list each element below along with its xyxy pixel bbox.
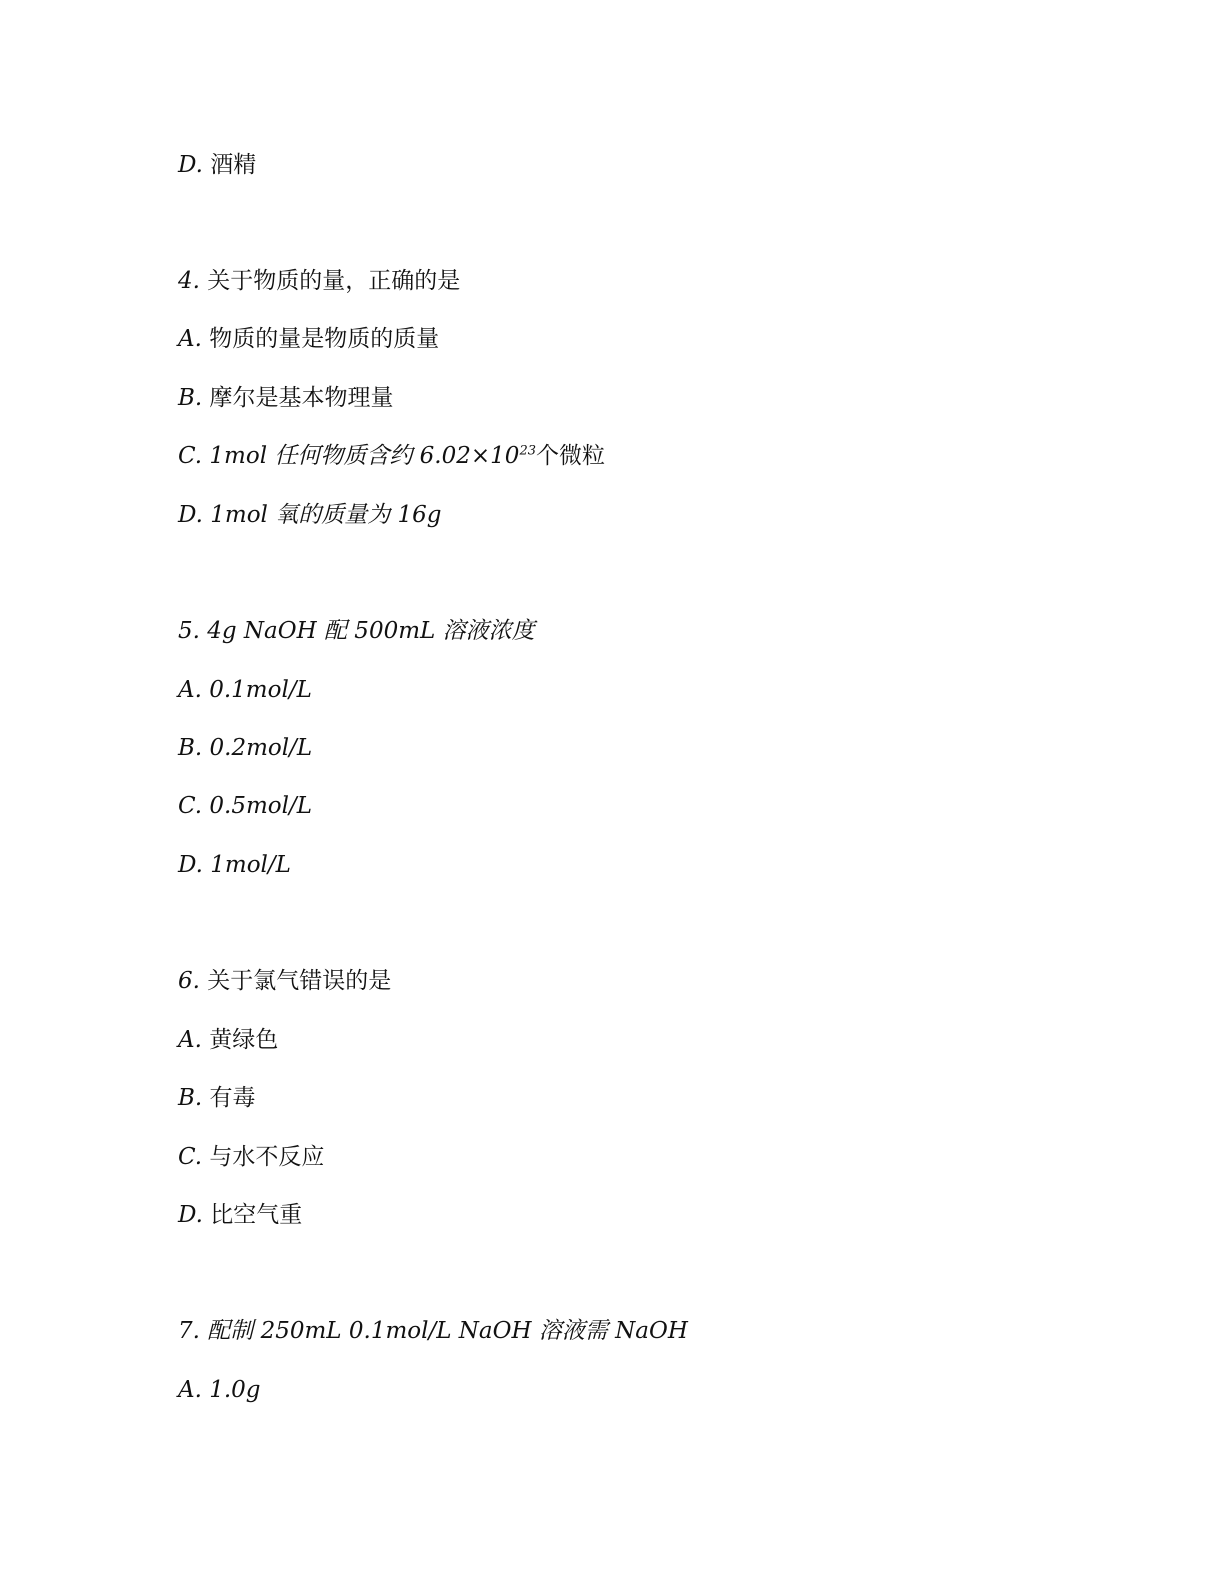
option-label: C. [178, 793, 203, 819]
option-label: B. [178, 735, 203, 761]
option-text: 0.1mol/L [209, 677, 312, 703]
option-text: 1mol/L [210, 852, 291, 878]
option-text: 酒精 [210, 152, 257, 178]
option-text: 1mol 氧的质量为 16g [210, 502, 442, 528]
option-label: A. [178, 677, 202, 703]
q4-option-c [178, 441, 605, 471]
option-label: A. [178, 1027, 202, 1053]
q4-option-b [178, 383, 394, 413]
option-label: B. [178, 1085, 203, 1111]
option-text: 0.2mol/L [209, 735, 313, 761]
option-label: D. [178, 1202, 203, 1228]
q4-stem [178, 266, 460, 296]
q6-stem [178, 966, 391, 996]
option-text: 1mol 任何物质含约 6.02×10 [209, 443, 520, 469]
q7-option-a [178, 1375, 261, 1405]
question-text: 关于氯气错误的是 [207, 968, 392, 994]
q5-option-d [178, 850, 291, 880]
exponent: 23 [519, 443, 536, 459]
question-number: 5. [178, 618, 200, 644]
option-text: 与水不反应 [209, 1144, 325, 1170]
question-number: 7. [178, 1318, 200, 1344]
option-text: 1.0g [209, 1377, 261, 1403]
option-label: A. [178, 1377, 202, 1403]
option-label: D. [178, 152, 203, 178]
question-text: 4g NaOH 配 500mL 溶液浓度 [207, 618, 535, 644]
option-label: B. [178, 385, 203, 411]
q6-option-d [178, 1200, 302, 1230]
q6-option-a [178, 1025, 278, 1055]
option-text: 0.5mol/L [209, 793, 313, 819]
q6-option-b [178, 1083, 256, 1113]
option-text: 比空气重 [210, 1202, 303, 1228]
question-text: 关于物质的量，正确的是 [207, 268, 461, 294]
q7-stem [178, 1316, 688, 1346]
question-text: 配制 250mL 0.1mol/L NaOH 溶液需 NaOH [207, 1318, 688, 1344]
option-text: 摩尔是基本物理量 [209, 385, 394, 411]
question-number: 4. [178, 268, 200, 294]
q3-option-d [178, 150, 256, 180]
q5-option-b [178, 733, 312, 763]
option-text-suffix: 个微粒 [535, 443, 605, 469]
question-number: 6. [178, 968, 200, 994]
option-text: 黄绿色 [209, 1027, 279, 1053]
q5-option-c [178, 791, 312, 821]
q5-stem [178, 616, 535, 646]
option-label: C. [178, 443, 203, 469]
q6-option-c [178, 1142, 324, 1172]
q5-option-a [178, 675, 312, 705]
option-text: 有毒 [209, 1085, 256, 1111]
option-label: D. [178, 502, 203, 528]
option-text: 物质的量是物质的质量 [209, 326, 440, 352]
option-label: A. [178, 326, 202, 352]
option-label: C. [178, 1144, 203, 1170]
option-label: D. [178, 852, 203, 878]
q4-option-d [178, 500, 442, 530]
q4-option-a [178, 324, 439, 354]
